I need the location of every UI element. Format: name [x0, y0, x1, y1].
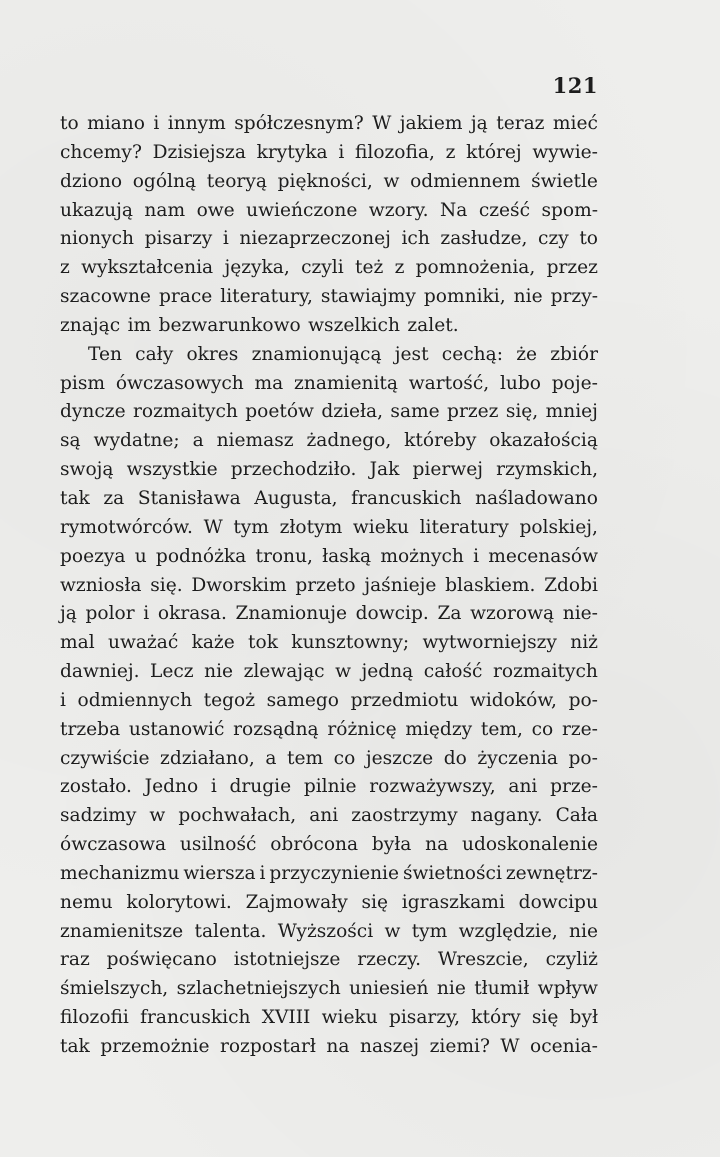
word: ją [470, 113, 488, 134]
word: tak [60, 487, 90, 509]
word: okrasa. [157, 603, 227, 625]
word: polor [85, 603, 135, 625]
word: przez [447, 401, 499, 423]
word: tym [411, 920, 448, 942]
word: okres [186, 343, 239, 365]
word: naśladowano [475, 487, 598, 509]
word: jeszcze [365, 747, 434, 769]
word: wzorową [470, 603, 555, 625]
word: Znamionuje [235, 603, 347, 625]
word: drugie [229, 776, 292, 798]
word: świetle [531, 170, 598, 192]
word: wieku [352, 516, 409, 538]
word: przechodziło. [230, 459, 357, 481]
text-line [60, 946, 598, 975]
word: XVIII [261, 1007, 311, 1029]
word: był [569, 1007, 598, 1029]
word: dyncze [60, 401, 126, 423]
word: rymotwórców. [60, 516, 193, 538]
word: niż [570, 632, 598, 654]
word: rzymskich, [496, 459, 598, 481]
text-line [60, 860, 598, 889]
word: podnóżka [155, 545, 247, 567]
word: i [143, 603, 150, 625]
word: różnicę [327, 718, 397, 740]
word: innym [167, 113, 226, 134]
word: Za [437, 603, 462, 625]
word: na [425, 834, 449, 856]
word: igraszkami [401, 891, 505, 913]
word: po- [568, 689, 598, 711]
word: pochwałach, [178, 805, 297, 827]
word: rozważywszy, [369, 776, 496, 798]
word: nie [569, 920, 598, 942]
word: względzie, [458, 920, 558, 942]
word: pism [60, 372, 106, 394]
text-line [60, 716, 598, 745]
word: życzenia [477, 747, 558, 769]
word: zlewając [243, 661, 325, 683]
word: czywiście [60, 747, 150, 769]
word: chcemy? [60, 141, 142, 163]
word: przeto [295, 574, 356, 596]
word: Na [440, 199, 468, 221]
word: usilność [179, 834, 257, 856]
word: krytyka [256, 141, 328, 163]
word: z [394, 257, 405, 279]
word: Lecz [150, 661, 194, 683]
word: wieku [321, 1007, 378, 1029]
word: między [405, 718, 473, 740]
word: przy- [550, 286, 598, 308]
text-line [60, 745, 598, 774]
word: pisarzy, [388, 1007, 461, 1029]
word: rozmaitych [132, 401, 238, 423]
text-line [60, 168, 598, 197]
text-line [60, 139, 598, 168]
word: nie [204, 661, 234, 683]
word: wzory. [368, 199, 429, 221]
word: to [579, 228, 598, 250]
word: rozpostarł [219, 1036, 316, 1057]
word: z [445, 141, 456, 163]
word: owe [196, 199, 235, 221]
word: każe [191, 632, 235, 654]
word: W [203, 516, 223, 538]
word: Jak [369, 459, 400, 481]
word: znając [60, 314, 121, 336]
word: uwieńczone [246, 199, 358, 221]
word: nagany. [470, 805, 543, 827]
word: udoskonalenie [461, 834, 598, 856]
word: spom- [541, 199, 598, 221]
word: nie- [562, 603, 598, 625]
word: znamionującą [251, 343, 382, 365]
word: pomnożenia, [415, 257, 536, 279]
word: rzeczy. [357, 949, 422, 971]
word: też [354, 257, 384, 279]
word: i [338, 141, 345, 163]
word: niemasz [216, 430, 294, 452]
text-line [60, 975, 598, 1004]
word: piękności, [277, 170, 373, 192]
word: co [333, 747, 356, 769]
word: kunsztowny; [291, 632, 410, 654]
word: wiersza [183, 862, 256, 884]
word: kolorytowi. [126, 891, 232, 913]
text-line [60, 629, 598, 658]
word: wartość, [408, 372, 490, 394]
word: szacowne [60, 286, 151, 308]
word: lubo [499, 372, 541, 394]
word: prze- [550, 776, 598, 798]
word: łaską [322, 545, 372, 567]
word: trzeba [60, 718, 121, 740]
word: i [473, 545, 480, 567]
word: dowcipu [518, 891, 598, 913]
word: do [443, 747, 467, 769]
word: świetności [402, 862, 502, 884]
word: w [149, 805, 166, 827]
word: raz [60, 949, 90, 971]
word: w [335, 661, 352, 683]
word: literatury [419, 516, 509, 538]
word: jaśnieje [364, 574, 437, 596]
text-line [60, 543, 598, 572]
word: same [390, 401, 440, 423]
word: ich [401, 228, 430, 250]
word: poezya [60, 545, 126, 567]
word: i [210, 776, 217, 798]
word: tronu, [255, 545, 313, 567]
word: wzniosła [60, 574, 142, 596]
word: czy [538, 228, 569, 250]
word: poetów [245, 401, 314, 423]
word: ją [60, 603, 77, 625]
word: Dworskim [191, 574, 287, 596]
word: Zdobi [544, 574, 598, 596]
word: dawniej. [60, 661, 140, 683]
word: pisarzy [144, 228, 213, 250]
word: tok [248, 632, 278, 654]
word: rozsądną [233, 718, 319, 740]
word: u [134, 545, 147, 567]
word: co [531, 718, 554, 740]
word: który [471, 1007, 521, 1029]
text-line [60, 110, 598, 139]
word: odmiennych [77, 689, 193, 711]
word: wpływ [537, 978, 598, 1000]
word: ogólną [132, 170, 197, 192]
word: blaskiem. [445, 574, 536, 596]
word: jest [394, 343, 429, 365]
word: się [531, 1007, 559, 1029]
word: są [60, 430, 81, 452]
page-number: 121 [552, 73, 598, 98]
word: dzieła, [321, 401, 384, 423]
word: poje- [551, 372, 598, 394]
word: im [127, 314, 152, 336]
word: czyli [301, 257, 344, 279]
word: całość [423, 661, 483, 683]
word: przez [546, 257, 598, 279]
word: naszej [359, 1036, 420, 1057]
word: ówczasowych [115, 372, 244, 394]
word: pomniki, [423, 286, 506, 308]
word: filozofii [60, 1007, 129, 1029]
word: zasłudze, [440, 228, 528, 250]
text-line [60, 1033, 598, 1062]
word: W [372, 113, 392, 134]
body-text [60, 110, 598, 1062]
text-line [60, 802, 598, 831]
text-line [60, 370, 598, 399]
text-line [60, 658, 598, 687]
word: ówczasowa [60, 834, 167, 856]
word: samego [266, 689, 340, 711]
word: i [60, 689, 66, 711]
word: w [383, 170, 400, 192]
word: Stanisława [137, 487, 241, 509]
word: cały [135, 343, 174, 365]
word: tłumił [474, 978, 530, 1000]
word: francuskich [140, 1007, 251, 1029]
word: pilnie [303, 776, 357, 798]
word: cechą: [441, 343, 503, 365]
word: że [516, 343, 537, 365]
word: ani [309, 805, 339, 827]
word: francuskich [351, 487, 462, 509]
word: mal [60, 632, 95, 654]
word: złotym [279, 516, 343, 538]
word: ustanowić [128, 718, 225, 740]
text-line [60, 312, 598, 341]
text-line [60, 889, 598, 918]
word: poświęcano [106, 949, 217, 971]
word: i [259, 862, 266, 884]
word: przedmiotu [350, 689, 459, 711]
word: zalet. [407, 314, 459, 336]
word: mieć [552, 113, 598, 134]
word: znamienitą [294, 372, 398, 394]
text-line [60, 341, 598, 370]
word: czyliż [545, 949, 598, 971]
word: i [153, 113, 160, 134]
word: nemu [60, 891, 113, 913]
text-line [60, 427, 598, 456]
text-line [60, 456, 598, 485]
word: Wreszcie, [437, 949, 529, 971]
word: zostało. [60, 776, 132, 798]
word: Cała [555, 805, 598, 827]
word: żadnego, [306, 430, 392, 452]
word: przemożnie [100, 1036, 210, 1057]
text-line [60, 773, 598, 802]
word: miano [87, 113, 145, 134]
word: teoryą [206, 170, 267, 192]
word: sadzimy [60, 805, 137, 827]
word: mecenasów [488, 545, 598, 567]
word: jakiem [399, 113, 463, 134]
word: się [361, 891, 389, 913]
word: rze- [561, 718, 598, 740]
word: tak [60, 1036, 90, 1057]
word: a [265, 747, 277, 769]
word: uważać [107, 632, 179, 654]
word: nie [513, 286, 543, 308]
word: dziono [60, 170, 123, 192]
text-line [60, 687, 598, 716]
word: ma [254, 372, 284, 394]
word: a [192, 430, 204, 452]
word: języka, [224, 257, 290, 279]
text-line [60, 600, 598, 629]
word: za [103, 487, 125, 509]
word: jedną [361, 661, 414, 683]
word: Wyższości [277, 920, 374, 942]
word: zdziałano, [160, 747, 255, 769]
word: której [466, 141, 522, 163]
word: widoków, [469, 689, 557, 711]
text-line [60, 1004, 598, 1033]
word: niezaprzeczonej [239, 228, 391, 250]
word: istotniejsze [233, 949, 341, 971]
text-line [60, 918, 598, 947]
word: Dzisiejsza [152, 141, 246, 163]
text-line [60, 572, 598, 601]
word: wywie- [532, 141, 598, 163]
word: okazałością [489, 430, 598, 452]
word: wytworniejszy [422, 632, 557, 654]
word: spółczesnym? [234, 113, 364, 134]
word: możnych [380, 545, 464, 567]
word: na [326, 1036, 350, 1057]
word: zewnętrz- [505, 862, 598, 884]
word: cześć [478, 199, 530, 221]
word: Ten [88, 343, 122, 365]
word: ocenia- [530, 1036, 598, 1057]
word: polskiej, [519, 516, 598, 538]
word: się, [505, 401, 539, 423]
text-line [60, 485, 598, 514]
word: Jedno [144, 776, 199, 798]
word: literatury, [220, 286, 313, 308]
text-line [60, 831, 598, 860]
word: ani [508, 776, 538, 798]
word: bezwarunkowo [158, 314, 301, 336]
word: ukazują [60, 199, 133, 221]
word: nam [144, 199, 186, 221]
word: nionych [60, 228, 134, 250]
word: zbiór [550, 343, 598, 365]
word: tegoż [203, 689, 256, 711]
word: W [500, 1036, 520, 1057]
word: wszelkich [308, 314, 400, 336]
word: swoją [60, 459, 114, 481]
text-line [60, 197, 598, 226]
word: była [371, 834, 412, 856]
text-line [60, 254, 598, 283]
word: uniesień [349, 978, 429, 1000]
word: po- [568, 747, 598, 769]
word: mechanizmu [60, 862, 180, 884]
word: tym [233, 516, 269, 538]
word: nie [436, 978, 466, 1000]
word: przyczynienie [269, 862, 400, 884]
word: teraz [496, 113, 545, 134]
word: filozofia, [354, 141, 435, 163]
text-line [60, 398, 598, 427]
word: śmielszych, [60, 978, 169, 1000]
word: to [60, 113, 79, 134]
text-line [60, 514, 598, 543]
word: stawiajmy [320, 286, 416, 308]
word: któreby [404, 430, 477, 452]
word: talenta. [194, 920, 267, 942]
word: Augusta, [254, 487, 338, 509]
word: dowcip. [355, 603, 429, 625]
word: zaostrzymy [351, 805, 458, 827]
text-line [60, 283, 598, 312]
word: prace [158, 286, 213, 308]
word: z [60, 257, 70, 279]
word: w [384, 920, 401, 942]
word: tem [287, 747, 324, 769]
word: wszystkie [126, 459, 218, 481]
word: ziemi? [429, 1036, 490, 1057]
word: i [222, 228, 229, 250]
word: mniej [545, 401, 598, 423]
word: się. [150, 574, 183, 596]
word: obrócona [270, 834, 359, 856]
word: rozmaitych [492, 661, 598, 683]
word: tem, [480, 718, 523, 740]
word: wydatne; [93, 430, 180, 452]
word: wykształcenia [81, 257, 214, 279]
word: szlachetniejszych [176, 978, 341, 1000]
text-line [60, 225, 598, 254]
word: znamienitsze [60, 920, 184, 942]
word: odmiennem [410, 170, 521, 192]
word: Zajmowały [245, 891, 348, 913]
word: pierwej [412, 459, 483, 481]
